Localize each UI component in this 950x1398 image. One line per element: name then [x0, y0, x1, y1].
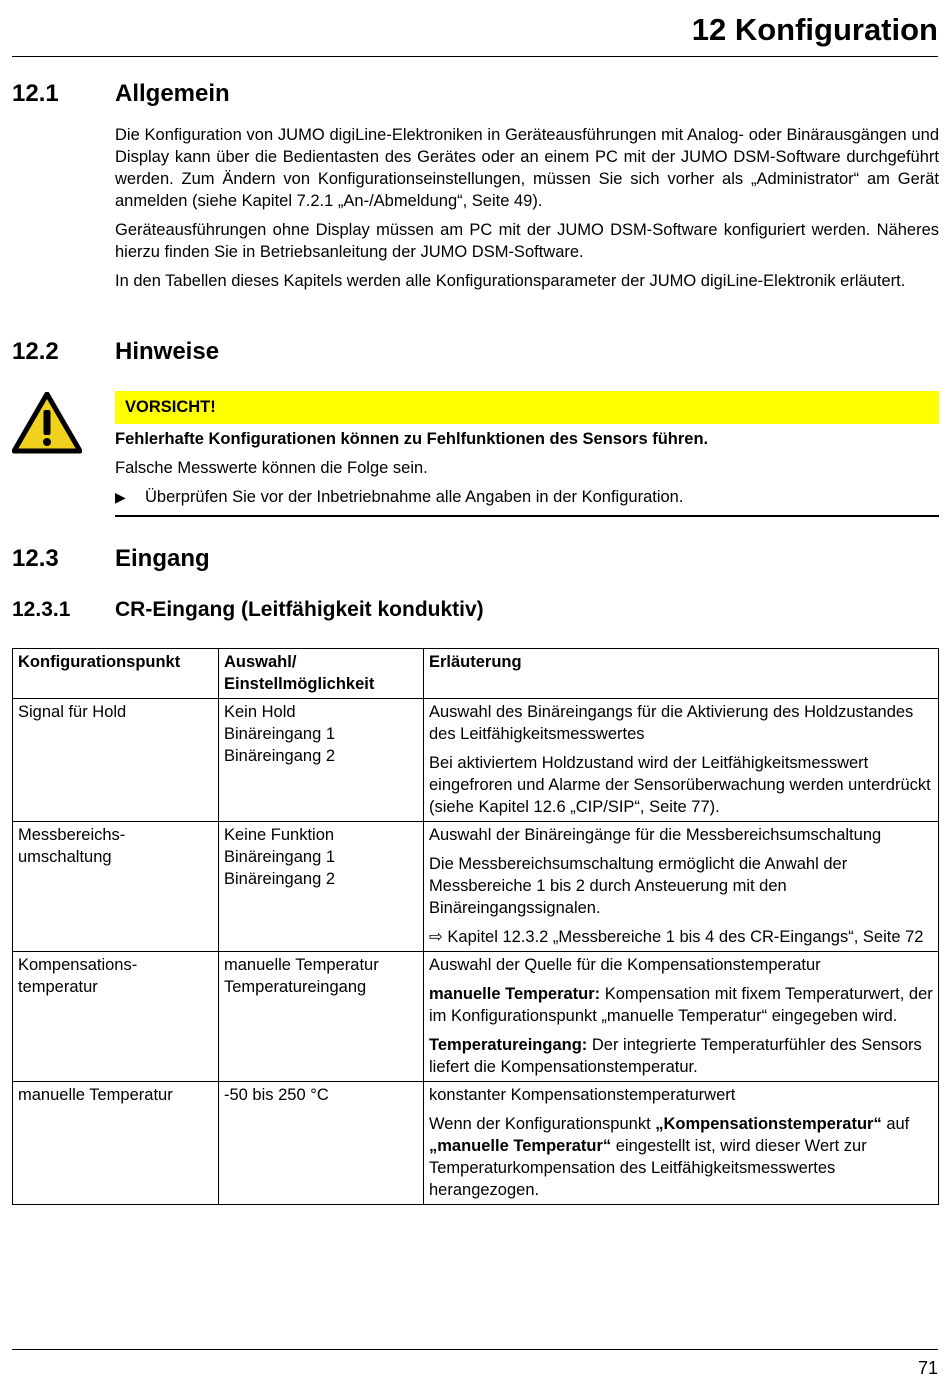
- chapter-title: 12 Konfiguration: [691, 12, 938, 47]
- config-options: [219, 952, 424, 1082]
- config-point: Kompensations- temperatur: [13, 952, 219, 1082]
- config-description: [424, 822, 939, 952]
- warning-text: Falsche Messwerte können die Folge sein.: [115, 459, 428, 477]
- header-rule: [12, 56, 938, 57]
- option-item: Binäreingang 2: [224, 747, 336, 765]
- config-description: [424, 952, 939, 1082]
- config-options: [219, 699, 424, 822]
- section-number: 12.2: [12, 338, 59, 365]
- description-text: Die Messbereichsumschaltung ermöglicht die Anwahl der Messbereiche 1 bis 2 durch Ansteuerung mit den Binäreingangssignalen.: [429, 855, 848, 917]
- page-number: 71: [917, 1358, 938, 1378]
- text-run: Wenn der Konfigurationspunkt: [429, 1115, 656, 1133]
- table-row: [13, 822, 939, 952]
- text-run: auf: [881, 1115, 910, 1133]
- section-title: Hinweise: [115, 338, 220, 365]
- section-number: 12.1: [12, 80, 59, 107]
- term-explanation: Kompensation mit fixem Temperaturwert, der im Konfigurationspunkt „manuelle Temperatur“ eingegeben wird.: [429, 985, 933, 1025]
- reference-arrow-icon: ⇨: [429, 928, 443, 946]
- description-text: [429, 1113, 933, 1201]
- term: „manuelle Temperatur“: [429, 1137, 612, 1155]
- term-explanation: Der integrierte Temperaturfühler des Sensors liefert die Kompensationstemperatur.: [429, 1036, 922, 1076]
- warning-body: [115, 428, 939, 515]
- section-12-1-heading: [12, 80, 230, 108]
- option-item: Kein Hold: [224, 703, 296, 721]
- config-description: [424, 1082, 939, 1205]
- warning-action-text: Überprüfen Sie vor der Inbetriebnahme alle Angaben in der Konfiguration.: [145, 488, 684, 506]
- option-item: Binäreingang 1: [224, 848, 336, 866]
- column-header: Auswahl/ Einstellmöglichkeit: [219, 649, 424, 699]
- warning-rule: [115, 515, 939, 517]
- description-text: Auswahl der Quelle für die Kompensationstemperatur: [429, 956, 821, 974]
- table-row: [13, 1082, 939, 1205]
- config-options: [219, 1082, 424, 1205]
- option-item: Binäreingang 2: [224, 870, 336, 888]
- footer-rule: [12, 1349, 938, 1350]
- section-title: CR-Eingang (Leitfähigkeit konduktiv): [115, 598, 484, 621]
- warning-triangle-icon: [12, 392, 82, 454]
- column-header: Erläuterung: [424, 649, 939, 699]
- table-row: [13, 952, 939, 1082]
- warning-action: [115, 486, 939, 508]
- config-description: [424, 699, 939, 822]
- arrow-bullet-icon: ▶: [115, 489, 126, 505]
- config-options: [219, 822, 424, 952]
- warning-label: VORSICHT!: [115, 391, 939, 424]
- section-12-1-body: [115, 124, 939, 299]
- paragraph: Geräteausführungen ohne Display müssen am PC mit der JUMO DSM-Software konfiguriert werden. Näheres hierzu finden Sie in Betriebsanleitung der JUMO DSM-Software.: [115, 221, 939, 261]
- description-text: konstanter Kompensationstemperaturwert: [429, 1086, 736, 1104]
- section-number: 12.3: [12, 545, 59, 572]
- option-item: Temperatureingang: [224, 978, 367, 996]
- section-12-3-heading: [12, 545, 210, 573]
- cross-reference: [429, 926, 933, 948]
- option-item: -50 bis 250 °C: [224, 1086, 329, 1104]
- text-run: eingestellt ist, wird dieser Wert zur Temperaturkompensation des Leitfähigkeitsmesswertes herangezogen.: [429, 1137, 867, 1199]
- config-point: manuelle Temperatur: [13, 1082, 219, 1205]
- option-item: Keine Funktion: [224, 826, 335, 844]
- table-row: [13, 699, 939, 822]
- term: manuelle Temperatur:: [429, 985, 601, 1003]
- config-point: Messbereichs- umschaltung: [13, 822, 219, 952]
- config-table: [12, 648, 939, 1205]
- section-title: Eingang: [115, 545, 210, 572]
- term: „Kompensationstemperatur“: [655, 1115, 882, 1133]
- paragraph: Die Konfiguration von JUMO digiLine-Elektroniken in Geräteausführungen mit Analog- oder Binärausgängen und Display kann über die Bedientasten des Gerätes oder an einem PC mit der JUMO DSM-Software durchgeführt werden. Zum Ändern von Konfigurationseinstellungen, müssen Sie sich vorher als „Administrator“ am Gerät anmelden (siehe Kapitel 7.2.1 „An-/Abmeldung“, Seite 49).: [115, 126, 939, 210]
- option-item: manuelle Temperatur: [224, 956, 379, 974]
- section-title: Allgemein: [115, 80, 230, 107]
- reference-text: Kapitel 12.3.2 „Messbereiche 1 bis 4 des CR-Eingangs“, Seite 72: [447, 928, 924, 946]
- description-text: [429, 983, 933, 1027]
- column-header: Konfigurationspunkt: [13, 649, 219, 699]
- section-number: 12.3.1: [12, 598, 71, 621]
- config-point: Signal für Hold: [13, 699, 219, 822]
- term: Temperatureingang:: [429, 1036, 588, 1054]
- description-text: Auswahl der Binäreingänge für die Messbereichsumschaltung: [429, 826, 882, 844]
- section-12-3-1-heading: [12, 598, 484, 622]
- option-item: Binäreingang 1: [224, 725, 336, 743]
- description-text: [429, 1034, 933, 1078]
- warning-headline: Fehlerhafte Konfigurationen können zu Fehlfunktionen des Sensors führen.: [115, 430, 709, 448]
- table-header-row: [13, 649, 939, 699]
- description-text: Bei aktiviertem Holdzustand wird der Leitfähigkeitsmesswert eingefroren und Alarme der Sensorüberwachung werden unterdrückt (siehe Kapitel 12.6 „CIP/SIP“, Seite 77).: [429, 754, 931, 816]
- description-text: Auswahl des Binäreingangs für die Aktivierung des Holdzustandes des Leitfähigkeitsmesswertes: [429, 703, 914, 743]
- paragraph: In den Tabellen dieses Kapitels werden alle Konfigurationsparameter der JUMO digiLine-Elektronik erläutert.: [115, 272, 906, 290]
- section-12-2-heading: [12, 338, 219, 366]
